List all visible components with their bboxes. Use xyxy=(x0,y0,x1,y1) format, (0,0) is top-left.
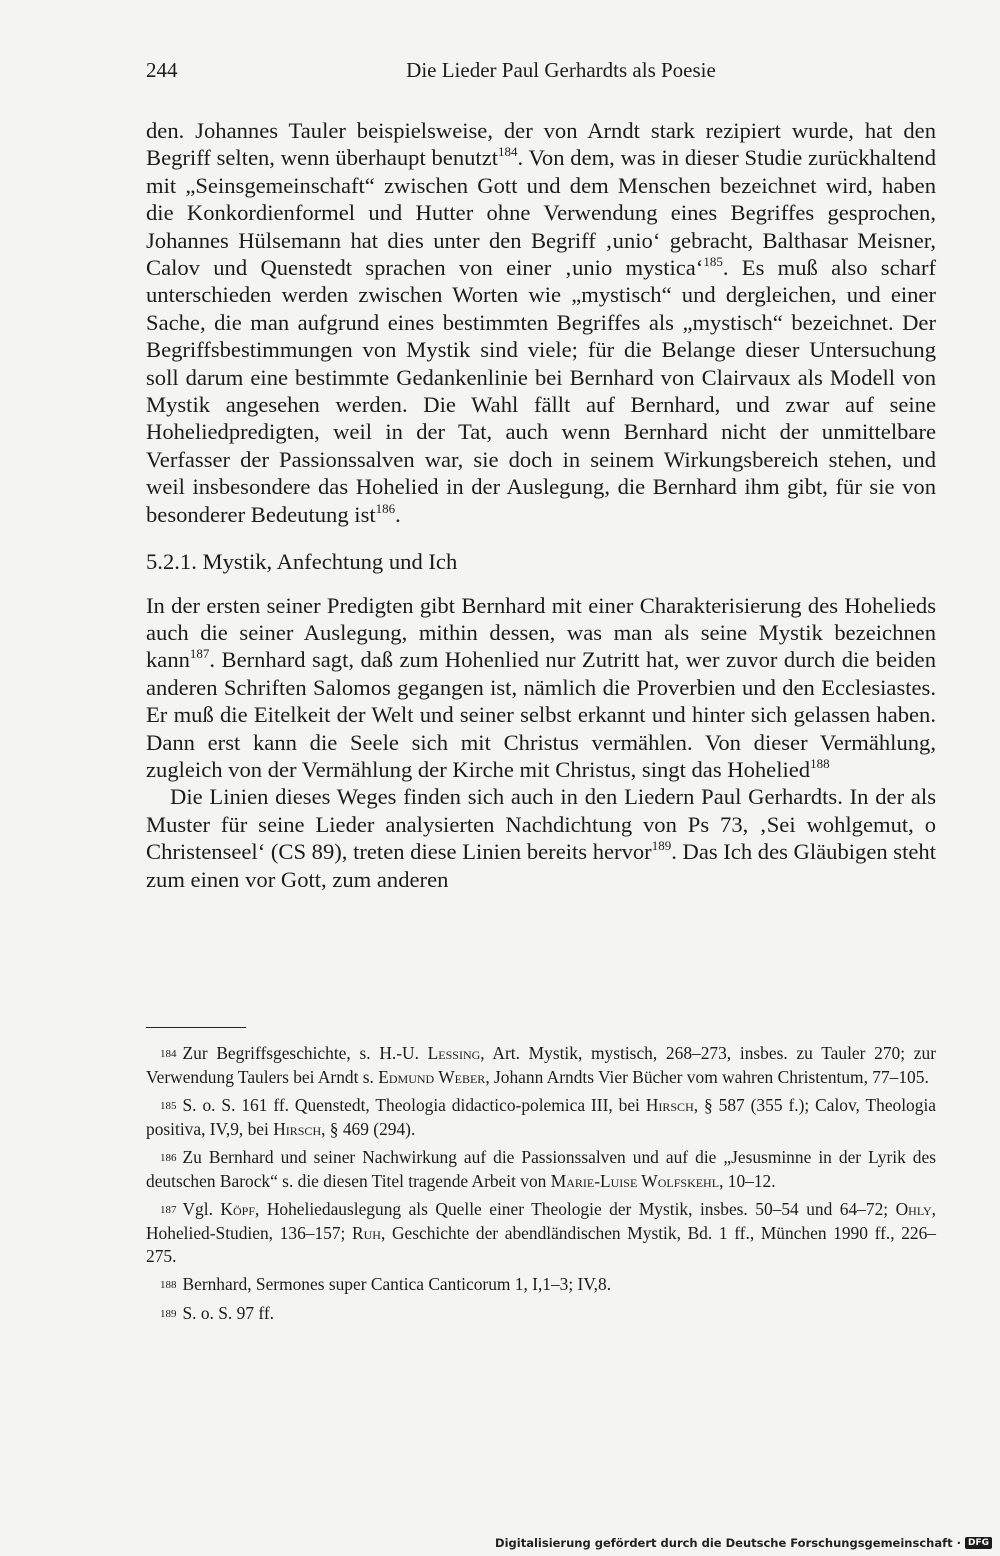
text-run: , Art. Mystik, mystisch, 268–273, insbes. zu Tauler 270; zur Verwendung Taulers bei Arndt s. xyxy=(146,1043,936,1087)
text-run: Zu Bernhard und seiner Nachwirkung auf die Passionssalven und auf die „Jesusminne in der Lyrik des deutschen Barock“ s. die diesen Titel tragende Arbeit von xyxy=(146,1147,936,1191)
footnotes xyxy=(146,1042,936,1331)
footnote-rule xyxy=(146,1027,246,1028)
footnote-number: 186 xyxy=(160,1152,177,1164)
footnote-number: 188 xyxy=(160,1279,177,1291)
text-run: , § 587 (355 f.); Calov, Theologia positiva, IV,9, bei xyxy=(146,1095,936,1139)
body-text xyxy=(146,117,936,893)
footnote-185 xyxy=(146,1094,936,1141)
footnote-number: 189 xyxy=(160,1308,177,1320)
footnote-ref: 189 xyxy=(651,838,672,854)
text-run: , Hoheliedauslegung als Quelle einer Theologie der Mystik, insbes. 50–54 und 64–72; xyxy=(255,1199,896,1219)
footnote-184 xyxy=(146,1042,936,1089)
author-name: Lessing xyxy=(427,1043,481,1063)
author-name: Ruh xyxy=(352,1223,381,1243)
text-run: . Das Ich des Gläubigen steht zum einen vor Gott, zum anderen xyxy=(146,839,936,892)
footnote-number: 184 xyxy=(160,1048,177,1060)
footnote-number: 185 xyxy=(160,1100,177,1112)
text-run: Die Linien dieses Weges finden sich auch in den Liedern Paul Gerhardts. In der als Muster für seine Lieder analysierten Nachdichtung von Ps 73, ‚Sei wohlgemut, o Christenseel‘ (CS 89), treten diese Linien bereits hervor xyxy=(146,784,936,865)
text-run: , Johann Arndts Vier Bücher vom wahren Christentum, 77–105. xyxy=(485,1067,929,1087)
running-head: Die Lieder Paul Gerhardts als Poesie xyxy=(406,58,716,82)
dfg-logo-icon: DFG xyxy=(965,1537,992,1549)
digitization-credit xyxy=(495,1536,992,1550)
footnote-ref: 184 xyxy=(498,144,518,160)
text-run: , Geschichte der abendländischen Mystik, Bd. 1 ff., München 1990 ff., 226–275. xyxy=(146,1223,936,1266)
author-name: Ohly xyxy=(895,1199,932,1219)
text-run: den. Johannes Tauler beispielsweise, der von Arndt stark rezipiert wurde, hat den Begriff selten, wenn überhaupt benutzt xyxy=(146,118,936,171)
text-run: , Hohelied-Studien, 136–157; xyxy=(146,1199,936,1243)
text-run: . xyxy=(395,501,401,527)
footnote-number: 187 xyxy=(160,1204,177,1216)
footnote-188 xyxy=(146,1273,936,1297)
author-name: Marie-Luise Wolfskehl xyxy=(550,1171,720,1191)
footnote-187 xyxy=(146,1198,936,1268)
text-run: Zur Begriffsgeschichte, s. H.-U. xyxy=(182,1043,428,1063)
text-run: , 10–12. xyxy=(719,1171,776,1191)
footnote-ref: 185 xyxy=(703,254,723,270)
paragraph-1 xyxy=(146,117,936,528)
footnote-ref: 186 xyxy=(375,500,396,516)
footnote-189 xyxy=(146,1302,936,1326)
author-name: Köpf xyxy=(220,1199,255,1219)
section-heading: 5.2.1. Mystik, Anfechtung und Ich xyxy=(146,549,458,575)
text-run: . Bernhard sagt, daß zum Hohenlied nur Zutritt hat, wer zuvor durch die beiden anderen Schriften Salomos gegangen ist, nämlich die Proverbien und den Ecclesiastes. Er muß die Eitelkeit der Welt und seiner selbst erkannt und hinter sich gelassen haben. Dann erst kann die Seele sich mit Christus vermählen. Von dieser Vermählung, zugleich von der Vermählung der Kirche mit Christus, singt das Hohelied xyxy=(146,647,936,782)
author-name: Hirsch xyxy=(273,1119,322,1139)
paragraph-3 xyxy=(146,783,936,893)
text-run: S. o. S. 161 ff. Quenstedt, Theologia didactico-polemica III, bei xyxy=(182,1095,646,1115)
page-number: 244 xyxy=(146,58,178,82)
text-run: S. o. S. 97 ff. xyxy=(182,1303,274,1323)
credit-text: Digitalisierung gefördert durch die Deutsche Forschungsgemeinschaft · xyxy=(495,1536,961,1550)
text-run: Vgl. xyxy=(182,1199,221,1219)
text-run: . Es muß also scharf unterschieden werden zwischen Worten wie „mystisch“ und dergleichen, und einer Sache, die man aufgrund eines bestimmten Begriffes als „mystisch“ bezeichnet. Der Begriffsbestimmungen von Mystik sind viele; für die Belange dieser Untersuchung soll darum eine bestimmte Gedankenlinie bei Bernhard von Clairvaux als Modell von Mystik angesehen werden. Die Wahl fällt auf Bernhard, und zwar auf seine Hoheliedpredigten, weil in der Tat, auch wenn Bernhard nicht der unmittelbare Verfasser der Passionssalven war, sie doch in seinem Wirkungsbereich stehen, und weil insbesondere das Hohelied in der Auslegung, die Bernhard ihm gibt, für sie von besonderer Bedeutung ist xyxy=(146,255,937,527)
author-name: Edmund Weber xyxy=(378,1067,486,1087)
text-run: . Von dem, was in dieser Studie zurückhaltend mit „Seinsgemeinschaft“ zwischen Gott und dem Menschen bezeichnet wird, haben die Konkordienformel und Hutter ohne Verwendung eines Begriffes gesprochen, Johannes Hülsemann hat dies unter den Begriff ‚unio‘ gebracht, Balthasar Meisner, Calov und Quenstedt sprachen von einer ‚unio mystica‘ xyxy=(146,145,936,281)
author-name: Hirsch xyxy=(645,1095,694,1115)
text-run: In der ersten seiner Predigten gibt Bernhard mit einer Charakterisierung des Hohelieds auch die seiner Auslegung, mithin dessen, was man als seine Mystik bezeichnen kann xyxy=(146,592,936,673)
text-run: , § 469 (294). xyxy=(321,1119,416,1139)
text-run: Bernhard, Sermones super Cantica Canticorum 1, I,1–3; IV,8. xyxy=(182,1274,612,1294)
footnote-186 xyxy=(146,1146,936,1193)
paragraph-2 xyxy=(146,592,936,784)
footnote-ref: 188 xyxy=(810,755,830,771)
footnote-ref: 187 xyxy=(189,646,210,662)
